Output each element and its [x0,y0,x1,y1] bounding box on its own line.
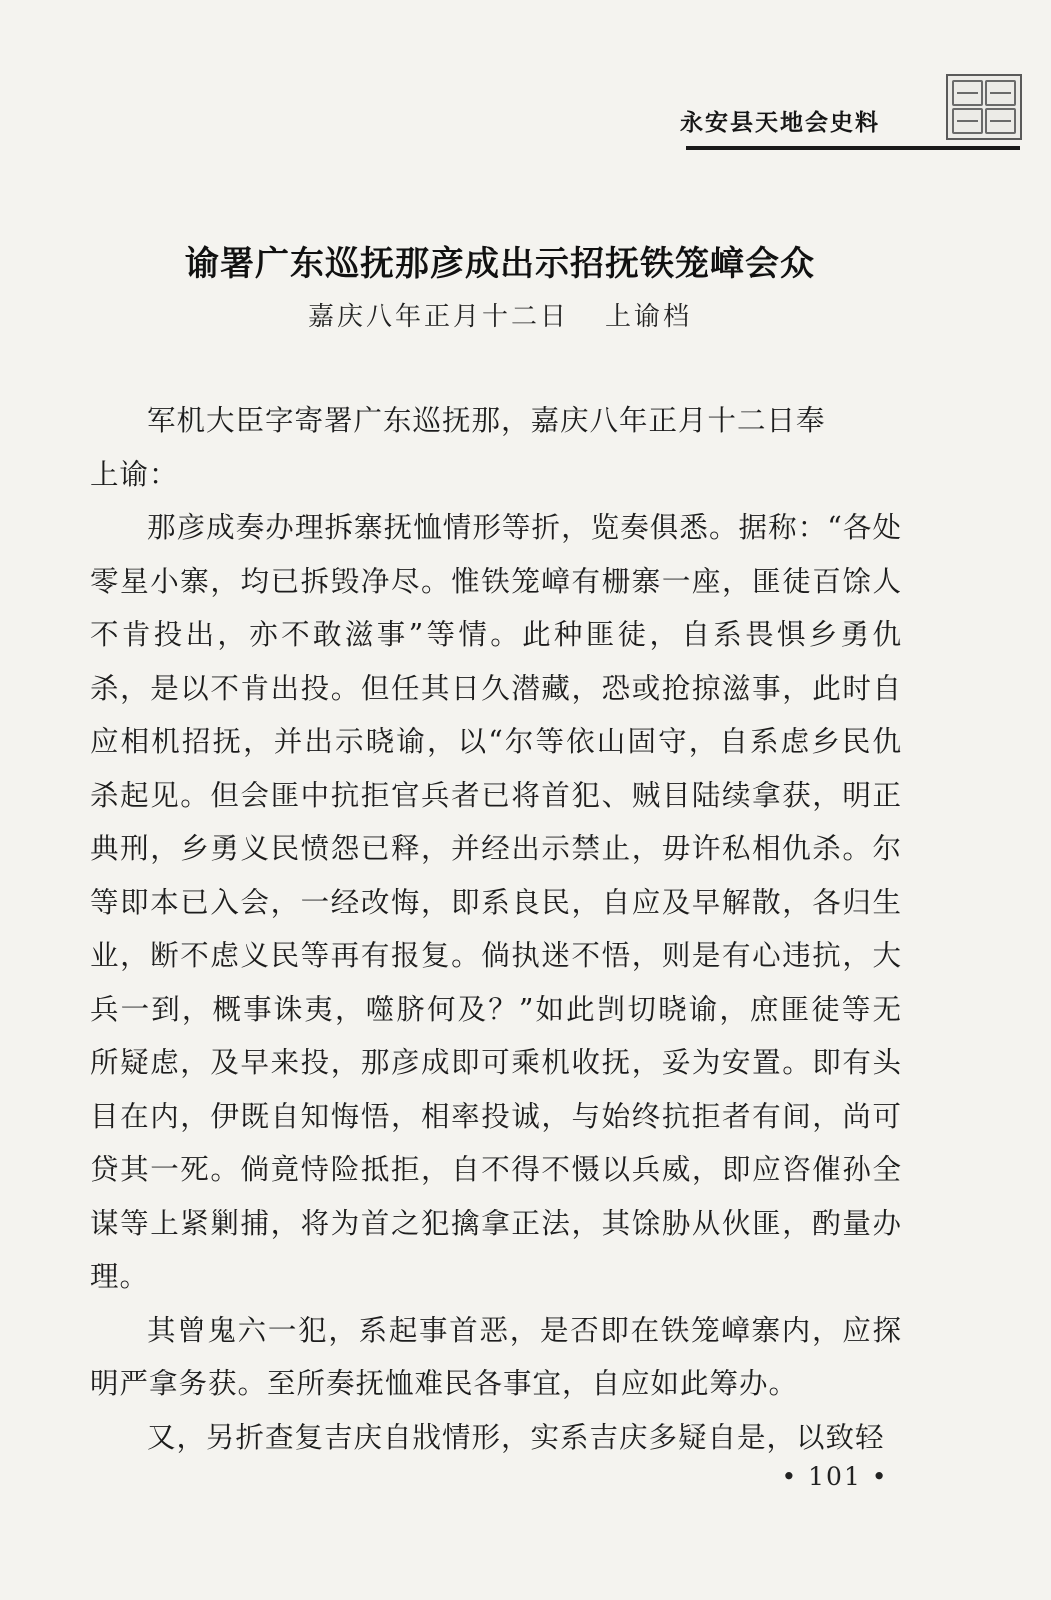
paragraph: 其曾鬼六一犯，系起事首恶，是否即在铁笼嶂寨内，应探明严拿务获。至所奏抚恤难民各事宜，自应如此筹办。 [90,1313,902,1400]
subtitle-date: 嘉庆八年正月十二日 [307,302,569,332]
paragraph: 军机大臣字寄署广东巡抚那，嘉庆八年正月十二日奉 [147,404,826,437]
paragraph: 又，另折查复吉庆自戕情形，实系吉庆多疑自是，以致轻 [147,1420,885,1454]
document-subtitle [0,296,1000,333]
seal-glyph-2 [985,80,1016,106]
subtitle-source: 上谕档 [605,302,693,332]
seal-glyph-3 [952,108,983,134]
page-number: • 101 • [781,1462,889,1491]
running-head: 永安县天地会史料 [680,110,880,136]
header-rule [686,146,1020,150]
body-text [90,394,902,1464]
seal-glyph-1 [952,80,983,106]
seal-stamp-icon [946,74,1022,140]
document-title: 谕署广东巡抚那彦成出示招抚铁笼嶂会众 [185,244,815,284]
paragraph: 那彦成奏办理拆寨抚恤情形等折，览奏俱悉。据称：“各处零星小寨，均已拆毁净尽。惟铁笼嶂有栅寨一座，匪徒百馀人不肯投出，亦不敢滋事”等情。此种匪徒，自系畏惧乡勇仇杀，是以不肯出投。但任其日久潜藏，恐或抢掠滋事，此时自应相机招抚，并出示晓谕，以“尔等依山固守，自系虑乡民仇杀起见。但会匪中抗拒官兵者已将首犯、贼目陆续拿获，明正典刑，乡勇义民愤怨已释，并经出示禁止，毋许私相仇杀。尔等即本已入会，一经改悔，即系良民，自应及早解散，各归生业，断不虑义民等再有报复。倘执迷不悟，则是有心违抗，大兵一到，概事诛夷，噬脐何及？”如此剀切晓谕，庶匪徒等无所疑虑，及早来投，那彦成即可乘机收抚，妥为安置。即有头目在内，伊既自知悔悟，相率投诚，与始终抗拒者有间，尚可贷其一死。倘竟恃险抵拒，自不得不慑以兵威，即应咨催孙全谋等上紧剿捕，将为首之犯擒拿正法，其馀胁从伙匪，酌量办理。 [90,511,902,1293]
paragraph: 上谕： [90,457,179,491]
seal-glyph-4 [985,108,1016,134]
